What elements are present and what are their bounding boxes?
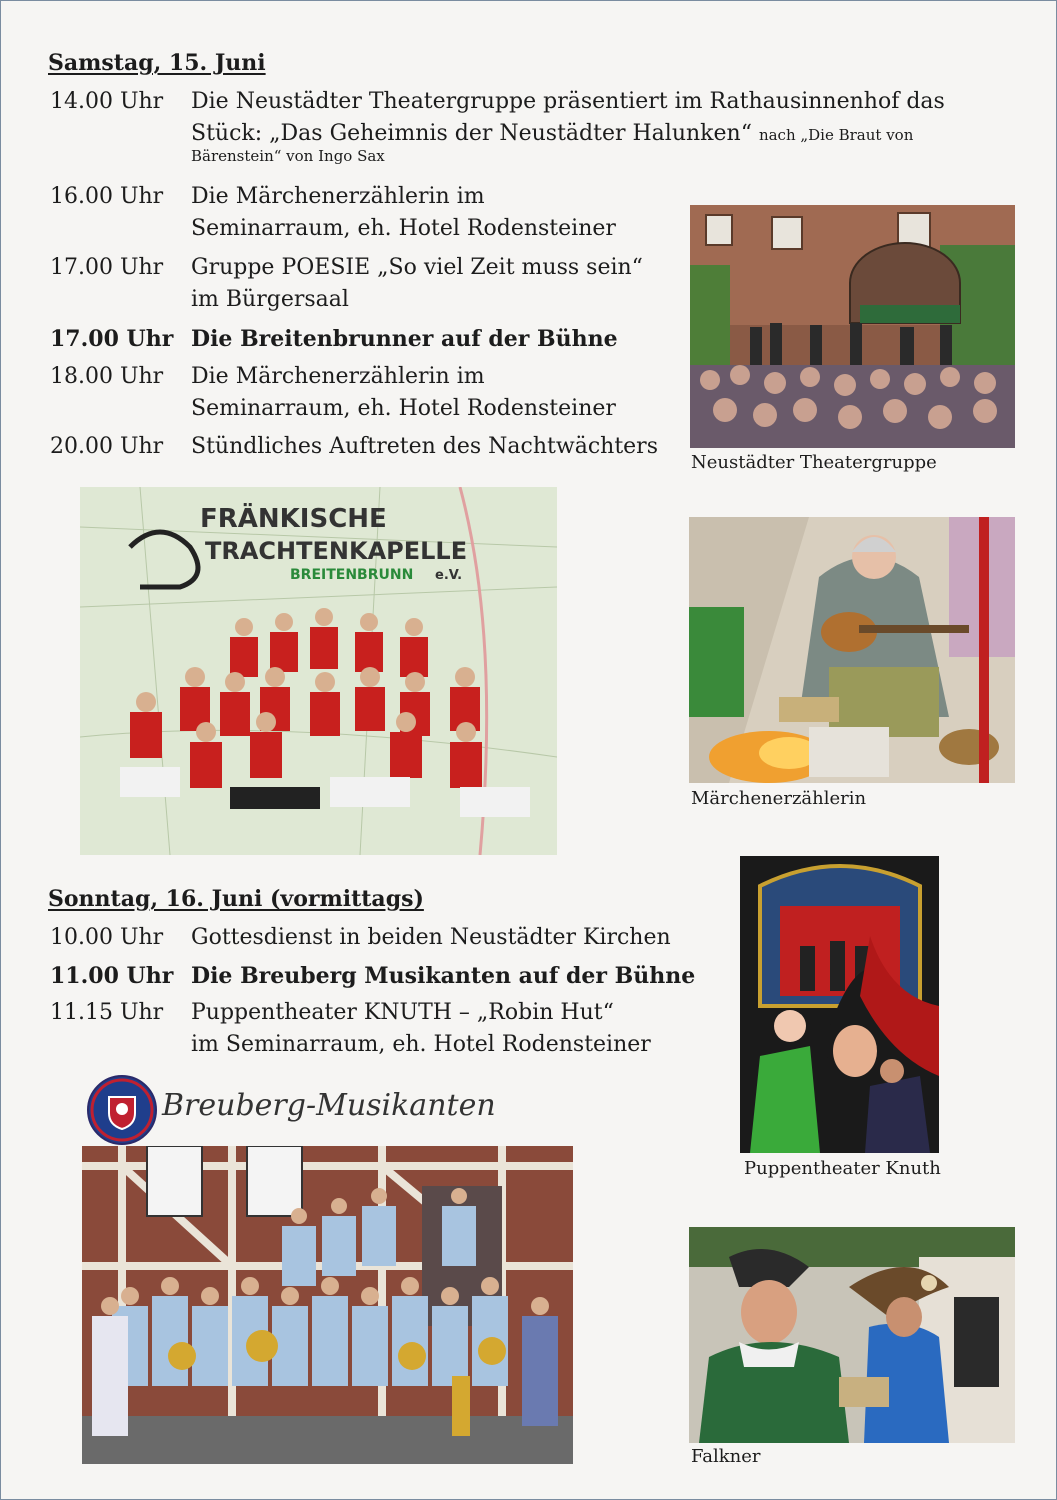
- event-description: [191, 252, 643, 316]
- event-row: [50, 181, 616, 245]
- event-time: 11.00 Uhr: [50, 963, 174, 989]
- theater-photo: [690, 205, 1015, 448]
- event-description: [191, 361, 616, 425]
- event-line: Bärenstein“ von Ingo Sax: [191, 147, 385, 165]
- theater-caption: Neustädter Theatergruppe: [691, 452, 937, 473]
- breuberg-logo-text: Breuberg-Musikanten: [162, 1088, 496, 1123]
- event-row: [50, 323, 618, 355]
- event-row: [50, 252, 643, 316]
- event-row: [50, 997, 651, 1061]
- saturday-heading: Samstag, 15. Juni: [48, 50, 266, 76]
- event-description: Die Breitenbrunner auf der Bühne: [191, 326, 618, 352]
- event-time: 17.00 Uhr: [50, 326, 174, 352]
- event-line: Die Neustädter Theatergruppe präsentiert im Rathausinnenhof das: [191, 89, 945, 114]
- event-row: [50, 922, 671, 954]
- event-line: im Bürgersaal: [191, 287, 349, 312]
- maerchen-caption: Märchenerzählerin: [691, 788, 867, 809]
- event-time: 17.00 Uhr: [50, 255, 164, 280]
- event-description: [191, 997, 651, 1061]
- event-row: [50, 960, 695, 992]
- event-line: Die Märchenerzählerin im: [191, 364, 485, 389]
- falkner-photo: [689, 1227, 1015, 1443]
- event-description: Gottesdienst in beiden Neustädter Kirchen: [191, 925, 671, 950]
- event-time: 10.00 Uhr: [50, 925, 164, 950]
- event-row: [50, 361, 616, 425]
- event-time: 14.00 Uhr: [50, 89, 164, 114]
- event-line: Die Märchenerzählerin im: [191, 184, 485, 209]
- logo-text-line1: FRÄNKISCHE: [200, 504, 387, 534]
- event-line: Seminarraum, eh. Hotel Rodensteiner: [191, 216, 616, 241]
- maerchen-photo: [689, 517, 1015, 783]
- puppen-caption: Puppentheater Knuth: [744, 1158, 941, 1179]
- event-time: 11.15 Uhr: [50, 1000, 164, 1025]
- event-line: Stück: „Das Geheimnis der Neustädter Halunken“ nach „Die Braut von: [191, 121, 914, 146]
- event-description: [191, 86, 945, 165]
- breuberg-photo: [82, 1146, 573, 1464]
- event-line: im Seminarraum, eh. Hotel Rodensteiner: [191, 1032, 651, 1057]
- logo-text-line3: BREITENBRUNN: [290, 567, 414, 583]
- event-description: Die Breuberg Musikanten auf der Bühne: [191, 963, 696, 989]
- event-description: Stündliches Auftreten des Nachtwächters: [191, 434, 658, 459]
- event-row: [50, 86, 945, 165]
- event-time: 16.00 Uhr: [50, 184, 164, 209]
- logo-text-ev: e.V.: [435, 568, 463, 583]
- sunday-heading: Sonntag, 16. Juni (vormittags): [48, 886, 424, 912]
- falkner-caption: Falkner: [691, 1446, 761, 1467]
- logo-text-line2: TRACHTENKAPELLE: [205, 537, 468, 565]
- breuberg-emblem-icon: [87, 1075, 157, 1145]
- trachtenkapelle-photo: [80, 487, 557, 855]
- event-time: 18.00 Uhr: [50, 364, 164, 389]
- event-time: 20.00 Uhr: [50, 434, 164, 459]
- puppen-photo: [740, 856, 939, 1153]
- event-line: Gruppe POESIE „So viel Zeit muss sein“: [191, 255, 643, 280]
- event-row: [50, 431, 658, 463]
- event-line: Puppentheater KNUTH – „Robin Hut“: [191, 1000, 614, 1025]
- event-description: [191, 181, 616, 245]
- event-line: Seminarraum, eh. Hotel Rodensteiner: [191, 396, 616, 421]
